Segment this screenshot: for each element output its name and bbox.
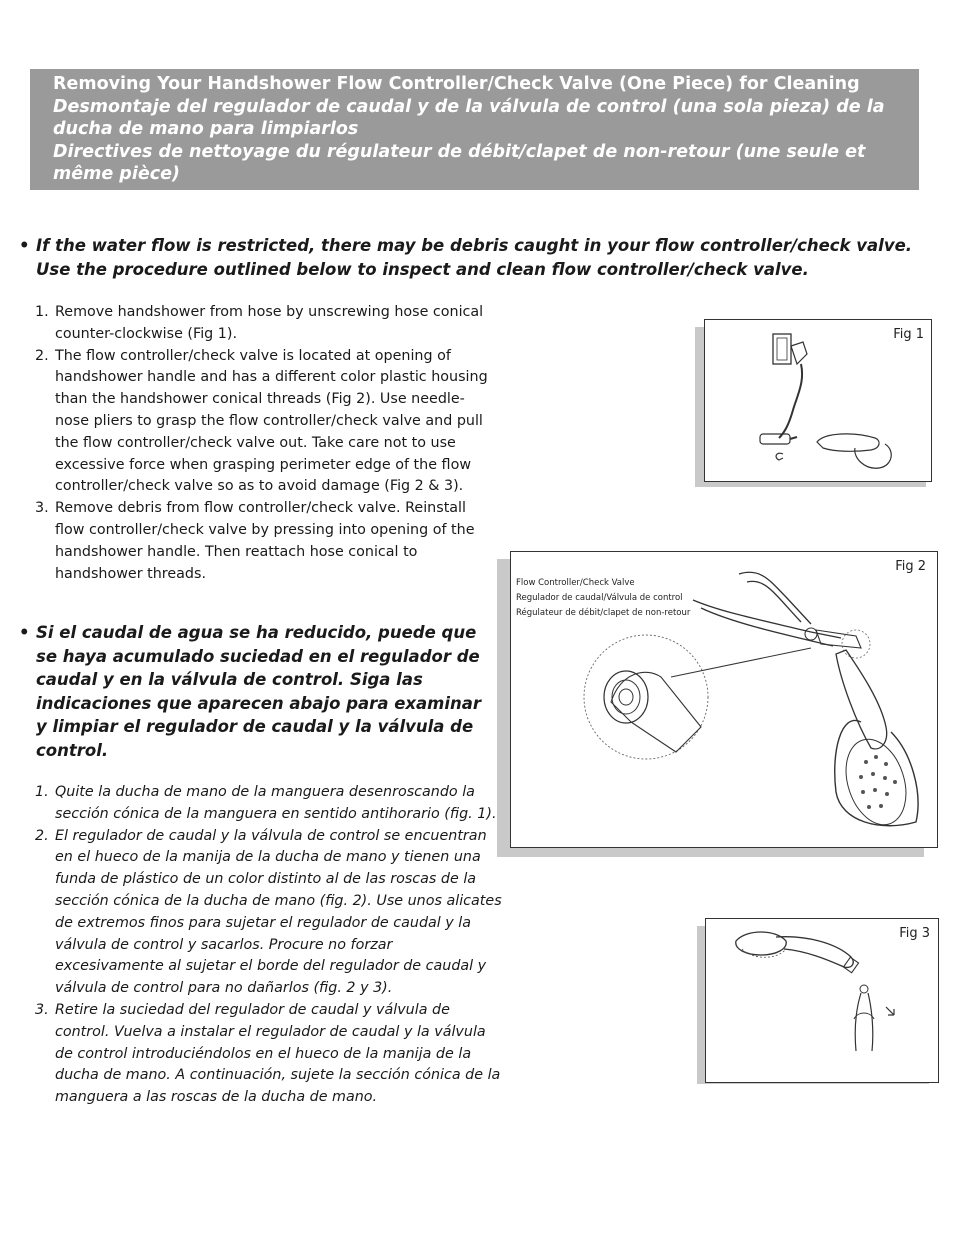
step-spanish-1 bbox=[35, 782, 505, 826]
figure-label: Fig 3 bbox=[899, 926, 930, 941]
step-spanish-3 bbox=[35, 1000, 505, 1109]
callout-spanish: Regulador de caudal/Válvula de control bbox=[516, 593, 683, 603]
step-text: El regulador de caudal y la válvula de control se encuentran en el hueco de la manija de la ducha de mano y tienen una funda de plástico de un color distinto al de las roscas de la sección cónica de la ducha de mano (fig. 2). Use unos alicates de extremos finos para sujetar el regulador de caudal y la válvula de control y sacarlos. Procure no forzar excesivamente al sujetar el borde del regulador de caudal y válvula de control para no dañarlos (fig. 2 y 3). bbox=[55, 827, 502, 997]
figure-1 bbox=[695, 319, 935, 487]
step-number: 3. bbox=[35, 500, 49, 517]
callout-french: Régulateur de débit/clapet de non-retour bbox=[516, 608, 691, 618]
step-number: 1. bbox=[35, 784, 49, 800]
step-number: 3. bbox=[35, 1001, 49, 1018]
intro-spanish bbox=[19, 621, 496, 762]
figure-frame bbox=[704, 319, 932, 482]
step-spanish-2 bbox=[35, 826, 505, 1000]
step-text: Remove debris from flow controller/check valve. Reinstall flow controller/check valve by pressing into opening of the handshower handle. Then reattach hose conical to handshower threads. bbox=[55, 500, 475, 582]
bullet-marker: • bbox=[19, 623, 30, 642]
step-english-2 bbox=[35, 346, 495, 499]
title-english: Removing Your Handshower Flow Controller/Check Valve (One Piece) for Cleaning bbox=[53, 74, 860, 94]
step-text: Retire la suciedad del regulador de caudal y válvula de control. Vuelva a instalar el regulador de caudal y la válvula de control introduciéndolos en el hueco de la manija de la ducha de mano. A continuación, sujete la sección cónica de la manguera a las roscas de la ducha de mano. bbox=[55, 1001, 501, 1106]
section-header bbox=[30, 69, 919, 190]
figure-label: Fig 1 bbox=[893, 327, 924, 342]
title-french: Directives de nettoyage du régulateur de débit/clapet de non-retour (une seule et même pièce) bbox=[53, 141, 866, 184]
step-text: Remove handshower from hose by unscrewing hose conical counter-clockwise (Fig 1). bbox=[55, 304, 484, 342]
pliers-in-handshower-illustration bbox=[511, 552, 939, 849]
figure-2 bbox=[497, 551, 938, 857]
figure-3 bbox=[697, 918, 939, 1084]
intro-english bbox=[19, 234, 926, 281]
callout-english: Flow Controller/Check Valve bbox=[516, 578, 635, 588]
step-number: 1. bbox=[35, 304, 49, 320]
step-english-3 bbox=[35, 498, 495, 585]
handshower-hose-illustration bbox=[705, 320, 933, 483]
step-text: Quite la ducha de mano de la manguera desenroscando la sección cónica de la manguera en sentido antihorario (fig. 1). bbox=[55, 784, 497, 822]
bullet-marker: • bbox=[19, 236, 30, 255]
step-number: 2. bbox=[35, 827, 49, 844]
step-english-1 bbox=[35, 302, 495, 346]
step-number: 2. bbox=[35, 347, 49, 364]
title-spanish: Desmontaje del regulador de caudal y de la válvula de control (una sola pieza) de la ducha de mano para limpiarlos bbox=[53, 96, 885, 139]
steps-spanish bbox=[35, 782, 505, 1109]
step-text: The flow controller/check valve is located at opening of handshower handle and has a different color plastic housing than the handshower conical threads (Fig 2). Use needle-nose pliers to grasp the flow controller/check valve and pull the flow controller/check valve out. Take care not to use excessive force when grasping perimeter edge of the flow controller/check valve so as to avoid damage (Fig 2 & 3). bbox=[55, 347, 488, 495]
figure-label: Fig 2 bbox=[895, 559, 926, 574]
intro-english-text: If the water flow is restricted, there may be debris caught in your flow controller/check valve. Use the procedure outlined below to inspect and clean flow controller/check valve. bbox=[36, 236, 913, 279]
pliers-removing-valve-illustration bbox=[706, 919, 940, 1084]
intro-spanish-text: Si el caudal de agua se ha reducido, puede que se haya acumulado suciedad en el regulador de caudal y en la válvula de control. Siga las indicaciones que aparecen abajo para examinar y limpiar el regulador de caudal y la válvula de control. bbox=[36, 623, 482, 760]
steps-english bbox=[35, 302, 495, 585]
figure-frame bbox=[705, 918, 939, 1083]
figure-frame bbox=[510, 551, 938, 848]
